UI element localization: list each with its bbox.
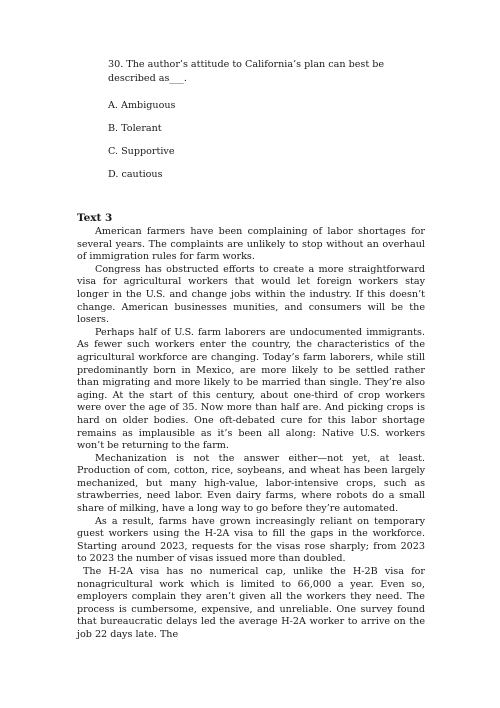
question-30: [108, 58, 428, 191]
paragraph-2: Congress has obstructed efforts to create a more straightforward visa for agricultural workers that would let foreign workers stay longer in the U.S. and change jobs within the industry. If this doesn’t change. American businesses munities, and consumers will be the losers.: [77, 263, 425, 326]
option-a: A. Ambiguous: [108, 100, 176, 111]
section-title: Text 3: [77, 212, 113, 224]
option-d: D. cautious: [108, 169, 163, 180]
option-b: B. Tolerant: [108, 123, 162, 134]
option-c: C. Supportive: [108, 146, 175, 157]
article-body: [77, 226, 425, 642]
paragraph-4: Mechanization is not the answer either—not yet, at least. Production of com, cotton, rice, soybeans, and wheat has been largely mechanized, but many high-value, labor-intensive crops, such as strawberries, need labor. Even dairy farms, where robots do a small share of milking, have a long way to go before they’re automated.: [77, 452, 425, 515]
paragraph-6: The H-2A visa has no numerical cap, unlike the H-2B visa for nonagricultural work which is limited to 66,000 a year. Even so, employers complain they aren’t given all the workers they need. The process is cumbersome, expensive, and unreliable. One survey found that bureaucratic delays led the average H-2A worker to arrive on the job 22 days late. The: [77, 566, 425, 640]
paragraph-5: As a result, farms have grown increasingly reliant on temporary guest workers using the H-2A visa to fill the gaps in the workforce. Starting around 2023, requests for the visas rose sharply; from 2023 to 2023 the number of visas issued more than doubled.: [77, 515, 425, 565]
paragraph-1: American farmers have been complaining of labor shortages for several years. The complaints are unlikely to stop without an overhaul of immigration rules for farm works.: [77, 226, 425, 263]
paragraph-3: Perhaps half of U.S. farm laborers are undocumented immigrants. As fewer such workers enter the country, the characteristics of the agricultural workforce are changing. Today’s farm laborers, while still predominantly born in Mexico, are more likely to be settled rather than migrating and more likely to be married than single. They’re also aging. At the start of this century, about one-third of crop workers were over the age of 35. Now more than half are. And picking crops is hard on older bodies. One oft-debated cure for this labor shortage remains as implausible as it’s been all along: Native U.S. workers won’t be returning to the farm.: [77, 326, 425, 452]
question-stem: 30. The author’s attitude to California’s plan can best be described as___.: [108, 59, 385, 84]
